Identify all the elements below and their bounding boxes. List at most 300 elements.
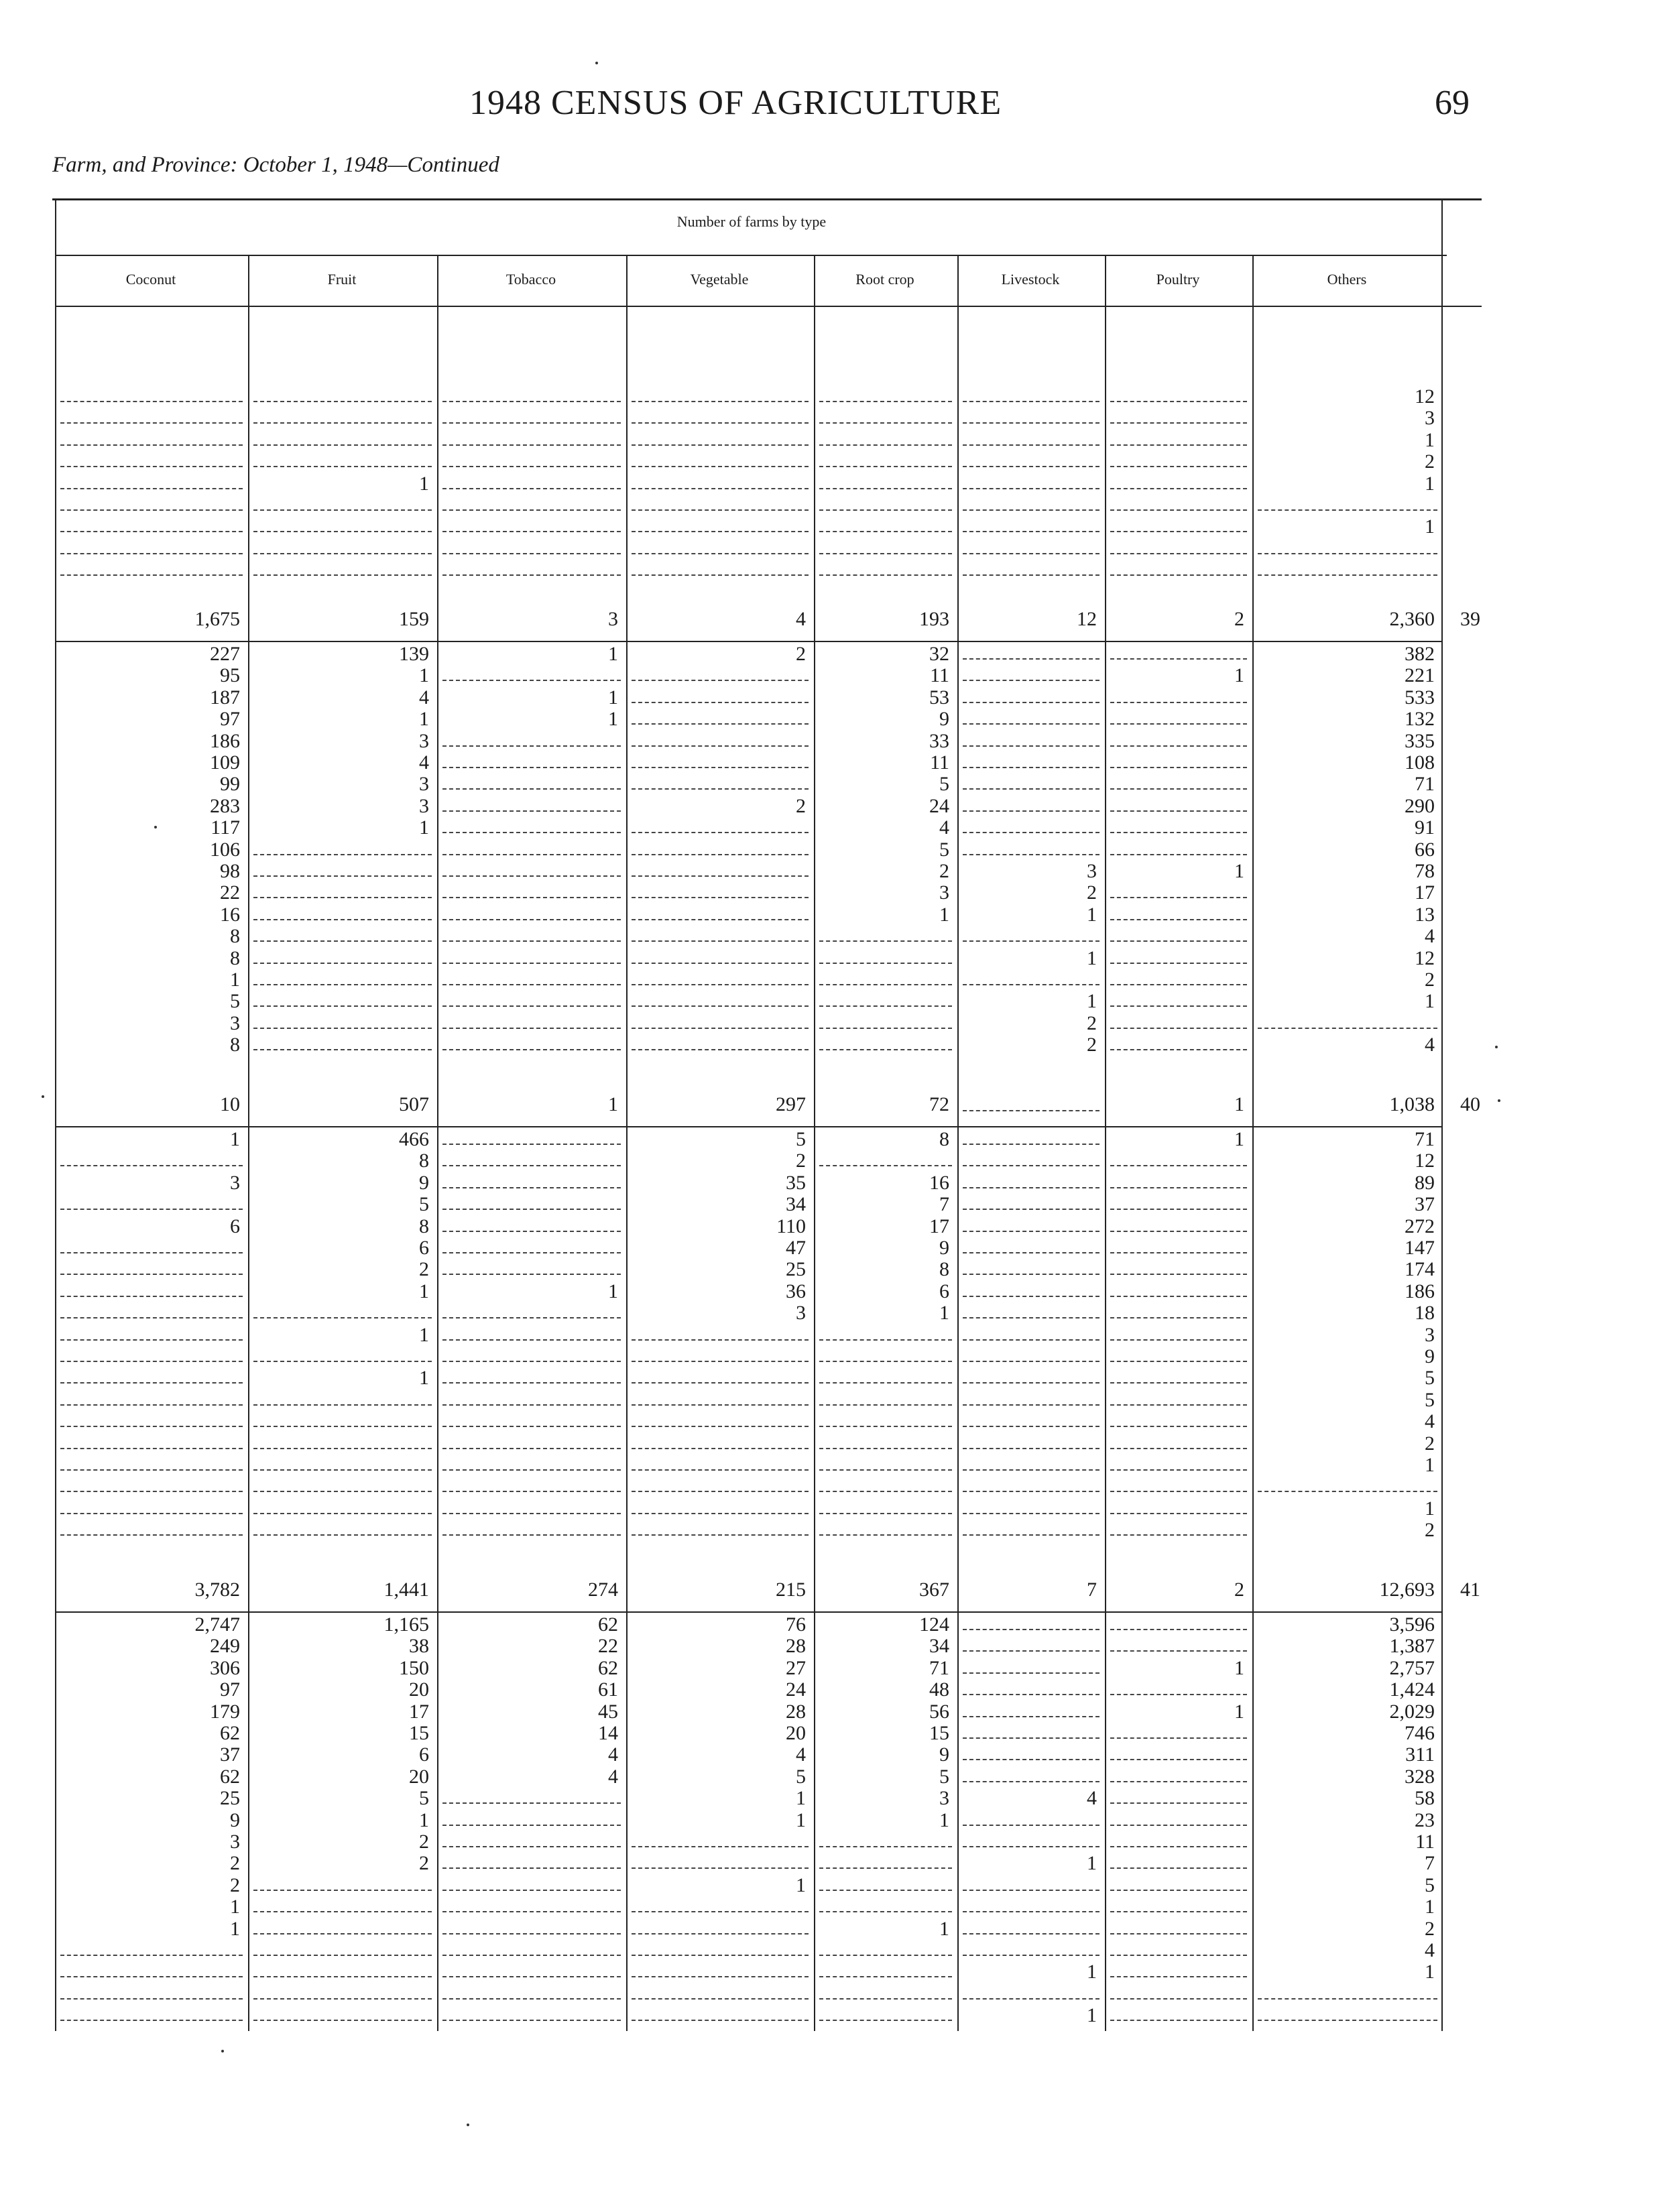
table-cell: 3 — [1087, 860, 1097, 882]
table-cell: 1 — [1234, 664, 1244, 686]
table-cell: 3 — [1425, 407, 1435, 429]
empty-cell-leader — [1110, 1846, 1247, 1847]
empty-cell-leader — [819, 1955, 952, 1956]
table-cell: 2 — [1087, 1012, 1097, 1034]
empty-cell-leader — [632, 1998, 809, 2000]
empty-cell-leader — [1110, 1252, 1247, 1253]
empty-cell-leader — [442, 788, 621, 790]
running-title: 1948 CENSUS OF AGRICULTURE — [469, 84, 1002, 122]
empty-cell-leader — [632, 466, 809, 467]
empty-cell-leader — [60, 1955, 243, 1956]
total-cell: 193 — [919, 608, 949, 630]
table-cell: 61 — [598, 1678, 618, 1701]
empty-cell-leader — [442, 1933, 621, 1934]
empty-cell-leader — [819, 488, 952, 489]
empty-cell-leader — [632, 1448, 809, 1449]
table-cell: 47 — [786, 1237, 806, 1259]
empty-cell-leader — [253, 444, 432, 446]
table-cell: 1 — [1087, 904, 1097, 926]
empty-cell-leader — [253, 422, 432, 424]
empty-cell-leader — [632, 745, 809, 747]
table-cell: 4 — [608, 1766, 618, 1788]
empty-cell-leader — [1258, 553, 1437, 554]
empty-cell-leader — [1110, 1317, 1247, 1318]
empty-cell-leader — [442, 1005, 621, 1007]
empty-cell-leader — [1110, 1890, 1247, 1891]
table-cell: 1 — [608, 708, 618, 730]
table-cell: 62 — [598, 1657, 618, 1679]
empty-cell-leader — [963, 1187, 1099, 1188]
table-cell: 89 — [1415, 1172, 1435, 1194]
table-cell: 99 — [220, 773, 240, 795]
empty-cell-leader — [253, 509, 432, 511]
table-cell: 25 — [220, 1787, 240, 1809]
scan-speck — [221, 2050, 224, 2052]
empty-cell-leader — [819, 1448, 952, 1449]
table-cell: 2,029 — [1389, 1701, 1435, 1723]
empty-cell-leader — [1110, 1426, 1247, 1427]
empty-cell-leader — [60, 1274, 243, 1275]
empty-cell-leader — [819, 574, 952, 576]
empty-cell-leader — [253, 1955, 432, 1956]
empty-cell-leader — [60, 1513, 243, 1514]
table-cell: 14 — [598, 1722, 618, 1744]
table-cell: 1 — [796, 1809, 806, 1831]
table-cell: 2,757 — [1389, 1657, 1435, 1679]
table-cell: 4 — [1425, 1939, 1435, 1961]
table-cell: 124 — [919, 1613, 949, 1636]
empty-cell-leader — [442, 488, 621, 489]
table-cell: 20 — [409, 1678, 429, 1701]
empty-cell-leader — [963, 1650, 1099, 1652]
empty-cell-leader — [253, 897, 432, 898]
empty-cell-leader — [819, 1534, 952, 1536]
table-cell: 227 — [210, 643, 240, 665]
empty-cell-leader — [442, 832, 621, 833]
empty-cell-leader — [819, 1513, 952, 1514]
empty-cell-leader — [442, 897, 621, 898]
empty-cell-leader — [1110, 1491, 1247, 1492]
empty-cell-leader — [442, 1209, 621, 1210]
empty-cell-leader — [442, 767, 621, 768]
total-cell: 7 — [1087, 1579, 1097, 1601]
table-cell: 5 — [1425, 1389, 1435, 1411]
table-cell: 132 — [1405, 708, 1435, 730]
table-cell: 62 — [220, 1722, 240, 1744]
empty-cell-leader — [442, 1469, 621, 1471]
empty-cell-leader — [60, 531, 243, 532]
table-cell: 16 — [220, 904, 240, 926]
empty-cell-leader — [819, 1867, 952, 1869]
total-cell: 12,693 — [1379, 1579, 1435, 1601]
column-header: Poultry — [1156, 271, 1200, 288]
empty-cell-leader — [963, 1361, 1099, 1362]
table-cell: 466 — [399, 1128, 429, 1150]
empty-cell-leader — [963, 1491, 1099, 1492]
empty-cell-leader — [1258, 1028, 1437, 1029]
empty-cell-leader — [963, 1274, 1099, 1275]
empty-cell-leader — [1110, 1187, 1247, 1188]
table-cell: 2 — [1425, 969, 1435, 991]
empty-cell-leader — [963, 702, 1099, 703]
empty-cell-leader — [632, 1955, 809, 1956]
table-cell: 35 — [786, 1172, 806, 1194]
table-cell: 4 — [1425, 1410, 1435, 1432]
empty-cell-leader — [60, 1209, 243, 1210]
table-cell: 71 — [1415, 773, 1435, 795]
empty-cell-leader — [1258, 2020, 1437, 2021]
page-number: 69 — [1435, 84, 1470, 122]
table-cell: 27 — [786, 1657, 806, 1679]
empty-cell-leader — [963, 1404, 1099, 1406]
table-cell: 1 — [1087, 1961, 1097, 1983]
table-cell: 66 — [1415, 839, 1435, 861]
empty-cell-leader — [442, 919, 621, 920]
total-cell: 159 — [399, 608, 429, 630]
row-number: 40 — [1460, 1093, 1480, 1115]
empty-cell-leader — [60, 574, 243, 576]
scan-speck — [595, 62, 598, 64]
column-header: Tobacco — [505, 271, 556, 288]
empty-cell-leader — [963, 767, 1099, 768]
empty-cell-leader — [632, 1361, 809, 1362]
table-cell: 3 — [939, 881, 949, 904]
table-cell: 12 — [1415, 947, 1435, 969]
scan-speck — [42, 1095, 44, 1098]
total-cell: 72 — [929, 1093, 949, 1115]
total-cell: 10 — [220, 1093, 240, 1115]
empty-cell-leader — [1110, 1274, 1247, 1275]
empty-cell-leader — [253, 984, 432, 985]
empty-cell-leader — [819, 509, 952, 511]
table-cell: 221 — [1405, 664, 1435, 686]
empty-cell-leader — [963, 1513, 1099, 1514]
empty-cell-leader — [632, 832, 809, 833]
empty-cell-leader — [632, 919, 809, 920]
table-cell: 186 — [210, 730, 240, 752]
empty-cell-leader — [1110, 1209, 1247, 1210]
table-cell: 2 — [230, 1874, 240, 1896]
table-cell: 5 — [939, 1766, 949, 1788]
empty-cell-leader — [632, 963, 809, 964]
table-cell: 1 — [796, 1874, 806, 1896]
table-cell: 9 — [939, 1743, 949, 1766]
empty-cell-leader — [442, 1187, 621, 1188]
table-cell: 1 — [1425, 515, 1435, 538]
empty-cell-leader — [632, 1846, 809, 1847]
table-cell: 5 — [796, 1766, 806, 1788]
empty-cell-leader — [963, 1825, 1099, 1826]
table-cell: 62 — [598, 1613, 618, 1636]
table-cell: 8 — [939, 1128, 949, 1150]
empty-cell-leader — [632, 1028, 809, 1029]
table-cell: 2 — [796, 1150, 806, 1172]
empty-cell-leader — [442, 1165, 621, 1166]
empty-cell-leader — [442, 1231, 621, 1232]
column-header: Root crop — [855, 271, 914, 288]
table-cell: 34 — [786, 1193, 806, 1215]
empty-cell-leader — [1110, 1802, 1247, 1804]
table-cell: 1 — [230, 1128, 240, 1150]
table-cell: 6 — [230, 1215, 240, 1237]
row-number: 41 — [1460, 1579, 1480, 1601]
table-cell: 4 — [796, 1743, 806, 1766]
empty-cell-leader — [963, 1209, 1099, 1210]
table-cell: 2 — [419, 1258, 429, 1280]
empty-cell-leader — [632, 1049, 809, 1050]
table-cell: 71 — [1415, 1128, 1435, 1150]
table-cell: 1 — [1087, 990, 1097, 1012]
table-subtitle: Farm, and Province: October 1, 1948—Continued — [52, 153, 499, 177]
total-cell: 507 — [399, 1093, 429, 1115]
empty-cell-leader — [253, 940, 432, 942]
table-cell: 2 — [1425, 1918, 1435, 1940]
table-cell: 62 — [220, 1766, 240, 1788]
table-cell: 37 — [1415, 1193, 1435, 1215]
table-cell: 45 — [598, 1701, 618, 1723]
table-cell: 9 — [1425, 1345, 1435, 1367]
empty-cell-leader — [1110, 1781, 1247, 1782]
table-cell: 6 — [419, 1743, 429, 1766]
empty-cell-leader — [963, 1382, 1099, 1384]
total-cell: 274 — [588, 1579, 618, 1601]
empty-cell-leader — [1110, 509, 1247, 511]
empty-cell-leader — [632, 531, 809, 532]
table-cell: 4 — [419, 751, 429, 774]
empty-cell-leader — [1110, 444, 1247, 446]
table-cell: 17 — [1415, 881, 1435, 904]
table-cell: 2 — [939, 860, 949, 882]
empty-cell-leader — [819, 1382, 952, 1384]
empty-cell-leader — [60, 466, 243, 467]
empty-cell-leader — [963, 1955, 1099, 1956]
table-cell: 108 — [1405, 751, 1435, 774]
empty-cell-leader — [963, 1448, 1099, 1449]
table-cell: 13 — [1415, 904, 1435, 926]
empty-cell-leader — [253, 531, 432, 532]
empty-cell-leader — [963, 745, 1099, 747]
table-cell: 290 — [1405, 795, 1435, 817]
table-cell: 3 — [1425, 1324, 1435, 1346]
empty-cell-leader — [253, 1933, 432, 1934]
empty-cell-leader — [442, 1028, 621, 1029]
empty-cell-leader — [819, 940, 952, 942]
empty-cell-leader — [819, 1404, 952, 1406]
total-cell: 367 — [919, 1579, 949, 1601]
empty-cell-leader — [1110, 1737, 1247, 1739]
empty-cell-leader — [253, 1890, 432, 1891]
table-cell: 24 — [786, 1678, 806, 1701]
total-cell: 2 — [1234, 608, 1244, 630]
empty-cell-leader — [963, 940, 1099, 942]
table-cell: 106 — [210, 839, 240, 861]
table-cell: 28 — [786, 1701, 806, 1723]
table-cell: 283 — [210, 795, 240, 817]
empty-cell-leader — [1110, 1361, 1247, 1362]
empty-cell-leader — [1110, 810, 1247, 812]
empty-cell-leader — [632, 553, 809, 554]
table-cell: 71 — [929, 1657, 949, 1679]
table-cell: 1 — [1087, 1852, 1097, 1874]
table-cell: 91 — [1415, 816, 1435, 839]
table-cell: 17 — [409, 1701, 429, 1723]
empty-cell-leader — [60, 1404, 243, 1406]
empty-cell-leader — [1110, 1650, 1247, 1652]
empty-cell-leader — [963, 1144, 1099, 1145]
total-cell: 215 — [776, 1579, 806, 1601]
empty-cell-leader — [253, 574, 432, 576]
empty-cell-leader — [1110, 658, 1247, 660]
empty-cell-leader — [60, 422, 243, 424]
table-cell: 382 — [1405, 643, 1435, 665]
table-cell: 1,424 — [1389, 1678, 1435, 1701]
table-cell: 8 — [230, 1034, 240, 1056]
table-cell: 98 — [220, 860, 240, 882]
section-rule — [56, 1126, 1441, 1127]
empty-cell-leader — [819, 2020, 952, 2021]
empty-cell-leader — [1110, 1382, 1247, 1384]
table-cell: 11 — [930, 664, 949, 686]
empty-cell-leader — [963, 531, 1099, 532]
empty-cell-leader — [1110, 1339, 1247, 1341]
table-cell: 179 — [210, 1701, 240, 1723]
empty-cell-leader — [963, 1469, 1099, 1471]
empty-cell-leader — [60, 1998, 243, 2000]
empty-cell-leader — [1110, 919, 1247, 920]
table-cell: 9 — [419, 1172, 429, 1194]
empty-cell-leader — [1110, 940, 1247, 942]
table-cell: 2 — [230, 1852, 240, 1874]
empty-cell-leader — [442, 444, 621, 446]
total-cell: 2,360 — [1389, 608, 1435, 630]
empty-cell-leader — [60, 1491, 243, 1492]
table-cell: 32 — [929, 643, 949, 665]
empty-cell-leader — [253, 1049, 432, 1050]
empty-cell-leader — [442, 854, 621, 855]
empty-cell-leader — [963, 658, 1099, 660]
empty-cell-leader — [253, 1028, 432, 1029]
total-cell: 297 — [776, 1093, 806, 1115]
empty-cell-leader — [819, 1491, 952, 1492]
empty-cell-leader — [60, 1296, 243, 1297]
empty-cell-leader — [1110, 767, 1247, 768]
total-cell: 1,441 — [383, 1579, 429, 1601]
empty-cell-leader — [963, 1781, 1099, 1782]
table-cell: 1 — [419, 1324, 429, 1346]
empty-cell-leader — [442, 1825, 621, 1826]
empty-cell-leader — [819, 401, 952, 402]
table-cell: 110 — [776, 1215, 806, 1237]
empty-cell-leader — [1110, 1911, 1247, 1912]
scan-speck — [1495, 1046, 1498, 1048]
table-cell: 1 — [1425, 1454, 1435, 1476]
total-cell: 12 — [1077, 608, 1097, 630]
empty-cell-leader — [963, 466, 1099, 467]
table-cell: 117 — [211, 816, 240, 839]
empty-cell-leader — [1110, 1005, 1247, 1007]
empty-cell-leader — [819, 963, 952, 964]
empty-cell-leader — [1110, 854, 1247, 855]
empty-cell-leader — [963, 1846, 1099, 1847]
table-cell: 18 — [1415, 1302, 1435, 1324]
table-cell: 311 — [1405, 1743, 1435, 1766]
empty-cell-leader — [632, 702, 809, 703]
empty-cell-leader — [1110, 1867, 1247, 1869]
empty-cell-leader — [632, 509, 809, 511]
empty-cell-leader — [1110, 466, 1247, 467]
empty-cell-leader — [253, 1404, 432, 1406]
table-cell: 1 — [1234, 1657, 1244, 1679]
empty-cell-leader — [1110, 574, 1247, 576]
empty-cell-leader — [253, 1534, 432, 1536]
total-cell: 3,782 — [194, 1579, 240, 1601]
table-cell: 58 — [1415, 1787, 1435, 1809]
empty-cell-leader — [1110, 401, 1247, 402]
empty-cell-leader — [819, 1361, 952, 1362]
empty-cell-leader — [442, 875, 621, 877]
empty-cell-leader — [253, 854, 432, 855]
empty-cell-leader — [963, 1426, 1099, 1427]
column-header: Livestock — [1001, 271, 1060, 288]
table-cell: 1 — [608, 686, 618, 709]
empty-cell-leader — [442, 1144, 621, 1145]
table-cell: 1 — [419, 1367, 429, 1389]
column-header: Coconut — [125, 271, 176, 288]
table-cell: 22 — [598, 1635, 618, 1657]
table-cell: 3 — [419, 773, 429, 795]
table-cell: 95 — [220, 664, 240, 686]
empty-cell-leader — [442, 1049, 621, 1050]
table-cell: 11 — [1415, 1831, 1435, 1853]
empty-cell-leader — [442, 1890, 621, 1891]
empty-cell-leader — [963, 553, 1099, 554]
empty-cell-leader — [819, 1469, 952, 1471]
table-cell: 25 — [786, 1258, 806, 1280]
section-rule — [56, 1611, 1441, 1613]
table-cell: 2,747 — [194, 1613, 240, 1636]
table-cell: 12 — [1415, 385, 1435, 408]
empty-cell-leader — [963, 854, 1099, 855]
table-cell: 1 — [1087, 947, 1097, 969]
table-top-rule — [52, 198, 1482, 200]
empty-cell-leader — [819, 1998, 952, 2000]
table-cell: 4 — [1087, 1787, 1097, 1809]
table-cell: 37 — [220, 1743, 240, 1766]
table-cell: 78 — [1415, 860, 1435, 882]
empty-cell-leader — [442, 1513, 621, 1514]
table-cell: 533 — [1405, 686, 1435, 709]
table-cell: 272 — [1405, 1215, 1435, 1237]
table-cell: 38 — [409, 1635, 429, 1657]
empty-cell-leader — [442, 1846, 621, 1847]
empty-cell-leader — [442, 574, 621, 576]
empty-cell-leader — [1258, 1491, 1437, 1492]
empty-cell-leader — [963, 509, 1099, 511]
empty-cell-leader — [1110, 1825, 1247, 1826]
empty-cell-leader — [1110, 1513, 1247, 1514]
empty-cell-leader — [819, 984, 952, 985]
empty-cell-leader — [1258, 574, 1437, 576]
total-cell: 1 — [608, 1093, 618, 1115]
empty-cell-leader — [1110, 553, 1247, 554]
table-cell: 306 — [210, 1657, 240, 1679]
total-cell: 3 — [608, 608, 618, 630]
empty-cell-leader — [819, 1049, 952, 1050]
empty-cell-leader — [60, 1976, 243, 1977]
table-cell: 1 — [419, 1809, 429, 1831]
table-cell: 17 — [929, 1215, 949, 1237]
empty-cell-leader — [60, 1165, 243, 1166]
